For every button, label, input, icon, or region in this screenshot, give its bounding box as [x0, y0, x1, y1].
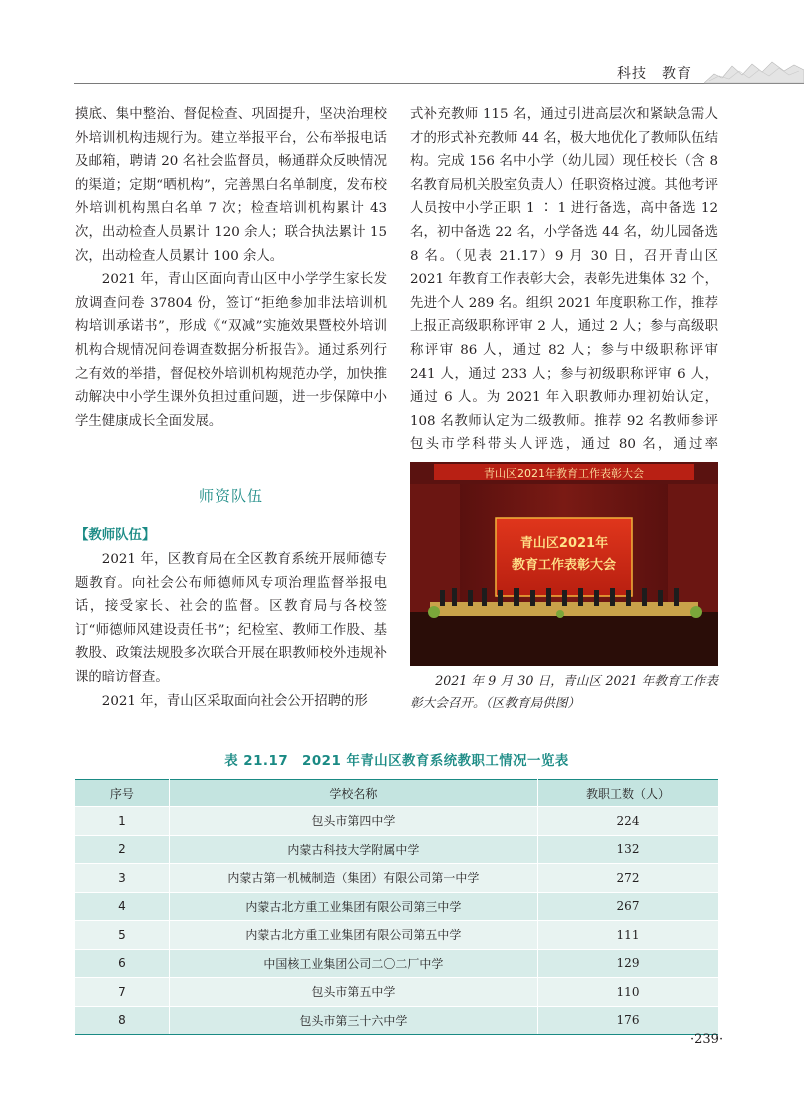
photo-screen-line2: 教育工作表彰大会	[511, 558, 616, 573]
table-row	[75, 1006, 718, 1035]
cell-count: 176	[538, 1006, 719, 1035]
sub-heading: 【教师队伍】	[75, 528, 156, 543]
paragraph: 式补充教师 115 名，通过引进高层次和紧缺急需人才的形式补充教师 44 名，极大地优化了教师队伍结构。完成 156 名中小学（幼儿园）现任校长（含 8 名教育局机关股室负责人）任职资格过渡。其他考评人员按中小学正职 1 ∶ 1 进行备选，高中备选 12 名，初中备选 22 名，小学备选 44 名，幼儿园备选 8 名。（见表 21.17）9 月 30 日，召开青山区 2021 年教育工作表彰大会，表彰先进集体 32 个，先进个人 289 名。组织 2021 年度职称工作，推荐上报正高级职称评审 2 人，通过 2 人；参与高级职称评审 86 人，通过 82 人；参与中级职称评审 241 人，通过 233 人；参与初级职称评审 6 人，通过 6 人。为 2021 年入职教师办理初始认定，108 名教师认定为二级教师。推荐 92 名教师参评包头市学科带头人评选，通过 80 名，通过率	[410, 107, 718, 453]
cell-school: 包头市第三十六中学	[169, 1006, 537, 1035]
paragraph: 2021 年，区教育局在全区教育系统开展师德专题教育。向社会公布师德师风专项治理监督举报电话，接受家长、社会的监督。区教育局与各校签订“师德师风建设责任书”；纪检室、教师工作股、基教股、政策法规股多次联合开展在职教师校外违规补课的暗访督查。	[75, 552, 387, 685]
table-row	[75, 892, 718, 921]
running-header: 科技 教育	[617, 66, 692, 82]
cell-count: 110	[538, 978, 719, 1007]
cell-seq: 6	[75, 949, 169, 978]
paragraph: 摸底、集中整治、督促检查、巩固提升，坚决治理校外培训机构违规行为。建立举报平台，公布举报电话及邮箱，聘请 20 名社会监督员，畅通群众反映情况的渠道；定期“晒机构”，完善黑白名单制度，发布校外培训机构黑白名单 7 次；检查培训机构累计 43 次，出动检查人员累计 120 余人；联合执法累计 15 次，出动检查人员累计 100 余人。	[75, 107, 387, 264]
table-row	[75, 949, 718, 978]
header-count: 教职工数（人）	[538, 780, 719, 807]
cell-seq: 1	[75, 807, 169, 836]
cell-seq: 4	[75, 892, 169, 921]
table-title: 表 21.17 2021 年青山区教育系统教职工情况一览表	[224, 754, 569, 769]
table-header-row	[75, 780, 718, 807]
photo-screen-line1: 青山区2021年	[519, 536, 609, 551]
table-row	[75, 978, 718, 1007]
header-seq: 序号	[75, 780, 169, 807]
photo-banner-text: 青山区2021年教育工作表彰大会	[484, 467, 644, 480]
table-row	[75, 864, 718, 893]
cell-school: 中国核工业集团公司二〇二厂中学	[169, 949, 537, 978]
cell-seq: 7	[75, 978, 169, 1007]
header-mountain-decoration	[704, 56, 804, 84]
cell-seq: 2	[75, 835, 169, 864]
section-heading: 师资队伍	[198, 487, 263, 505]
cell-count: 132	[538, 835, 719, 864]
staff-table	[75, 779, 718, 1035]
table-row	[75, 921, 718, 950]
right-column	[410, 103, 718, 481]
photo-caption: 2021 年 9 月 30 日，青山区 2021 年教育工作表彰大会召开。（区教育局供图）	[410, 673, 718, 710]
left-column-top	[75, 103, 387, 433]
cell-seq: 8	[75, 1006, 169, 1035]
cell-school: 包头市第五中学	[169, 978, 537, 1007]
cell-seq: 3	[75, 864, 169, 893]
table-row	[75, 807, 718, 836]
left-column-bottom	[75, 548, 387, 713]
paragraph: 2021 年，青山区采取面向社会公开招聘的形	[101, 693, 368, 709]
cell-school: 内蒙古第一机械制造（集团）有限公司第一中学	[169, 864, 537, 893]
cell-seq: 5	[75, 921, 169, 950]
cell-count: 224	[538, 807, 719, 836]
paragraph: 2021 年，青山区面向青山区中小学学生家长发放调查问卷 37804 份，签订“拒绝参加非法培训机构培训承诺书”，形成《“双减”实施效果暨校外培训机构合规情况问卷调查数据分析报告》。通过系列行之有效的举措，督促校外培训机构规范办学，加快推动解决中小学生课外负担过重问题，进一步保障中小学生健康成长全面发展。	[75, 272, 387, 429]
header-school: 学校名称	[169, 780, 537, 807]
cell-count: 272	[538, 864, 719, 893]
page-number: ·239·	[690, 1032, 724, 1047]
cell-school: 内蒙古北方重工业集团有限公司第五中学	[169, 921, 537, 950]
table-row	[75, 835, 718, 864]
header-rule	[74, 83, 804, 84]
cell-count: 129	[538, 949, 719, 978]
cell-count: 111	[538, 921, 719, 950]
cell-count: 267	[538, 892, 719, 921]
cell-school: 内蒙古北方重工业集团有限公司第三中学	[169, 892, 537, 921]
cell-school: 内蒙古科技大学附属中学	[169, 835, 537, 864]
cell-school: 包头市第四中学	[169, 807, 537, 836]
award-ceremony-photo	[410, 462, 718, 666]
